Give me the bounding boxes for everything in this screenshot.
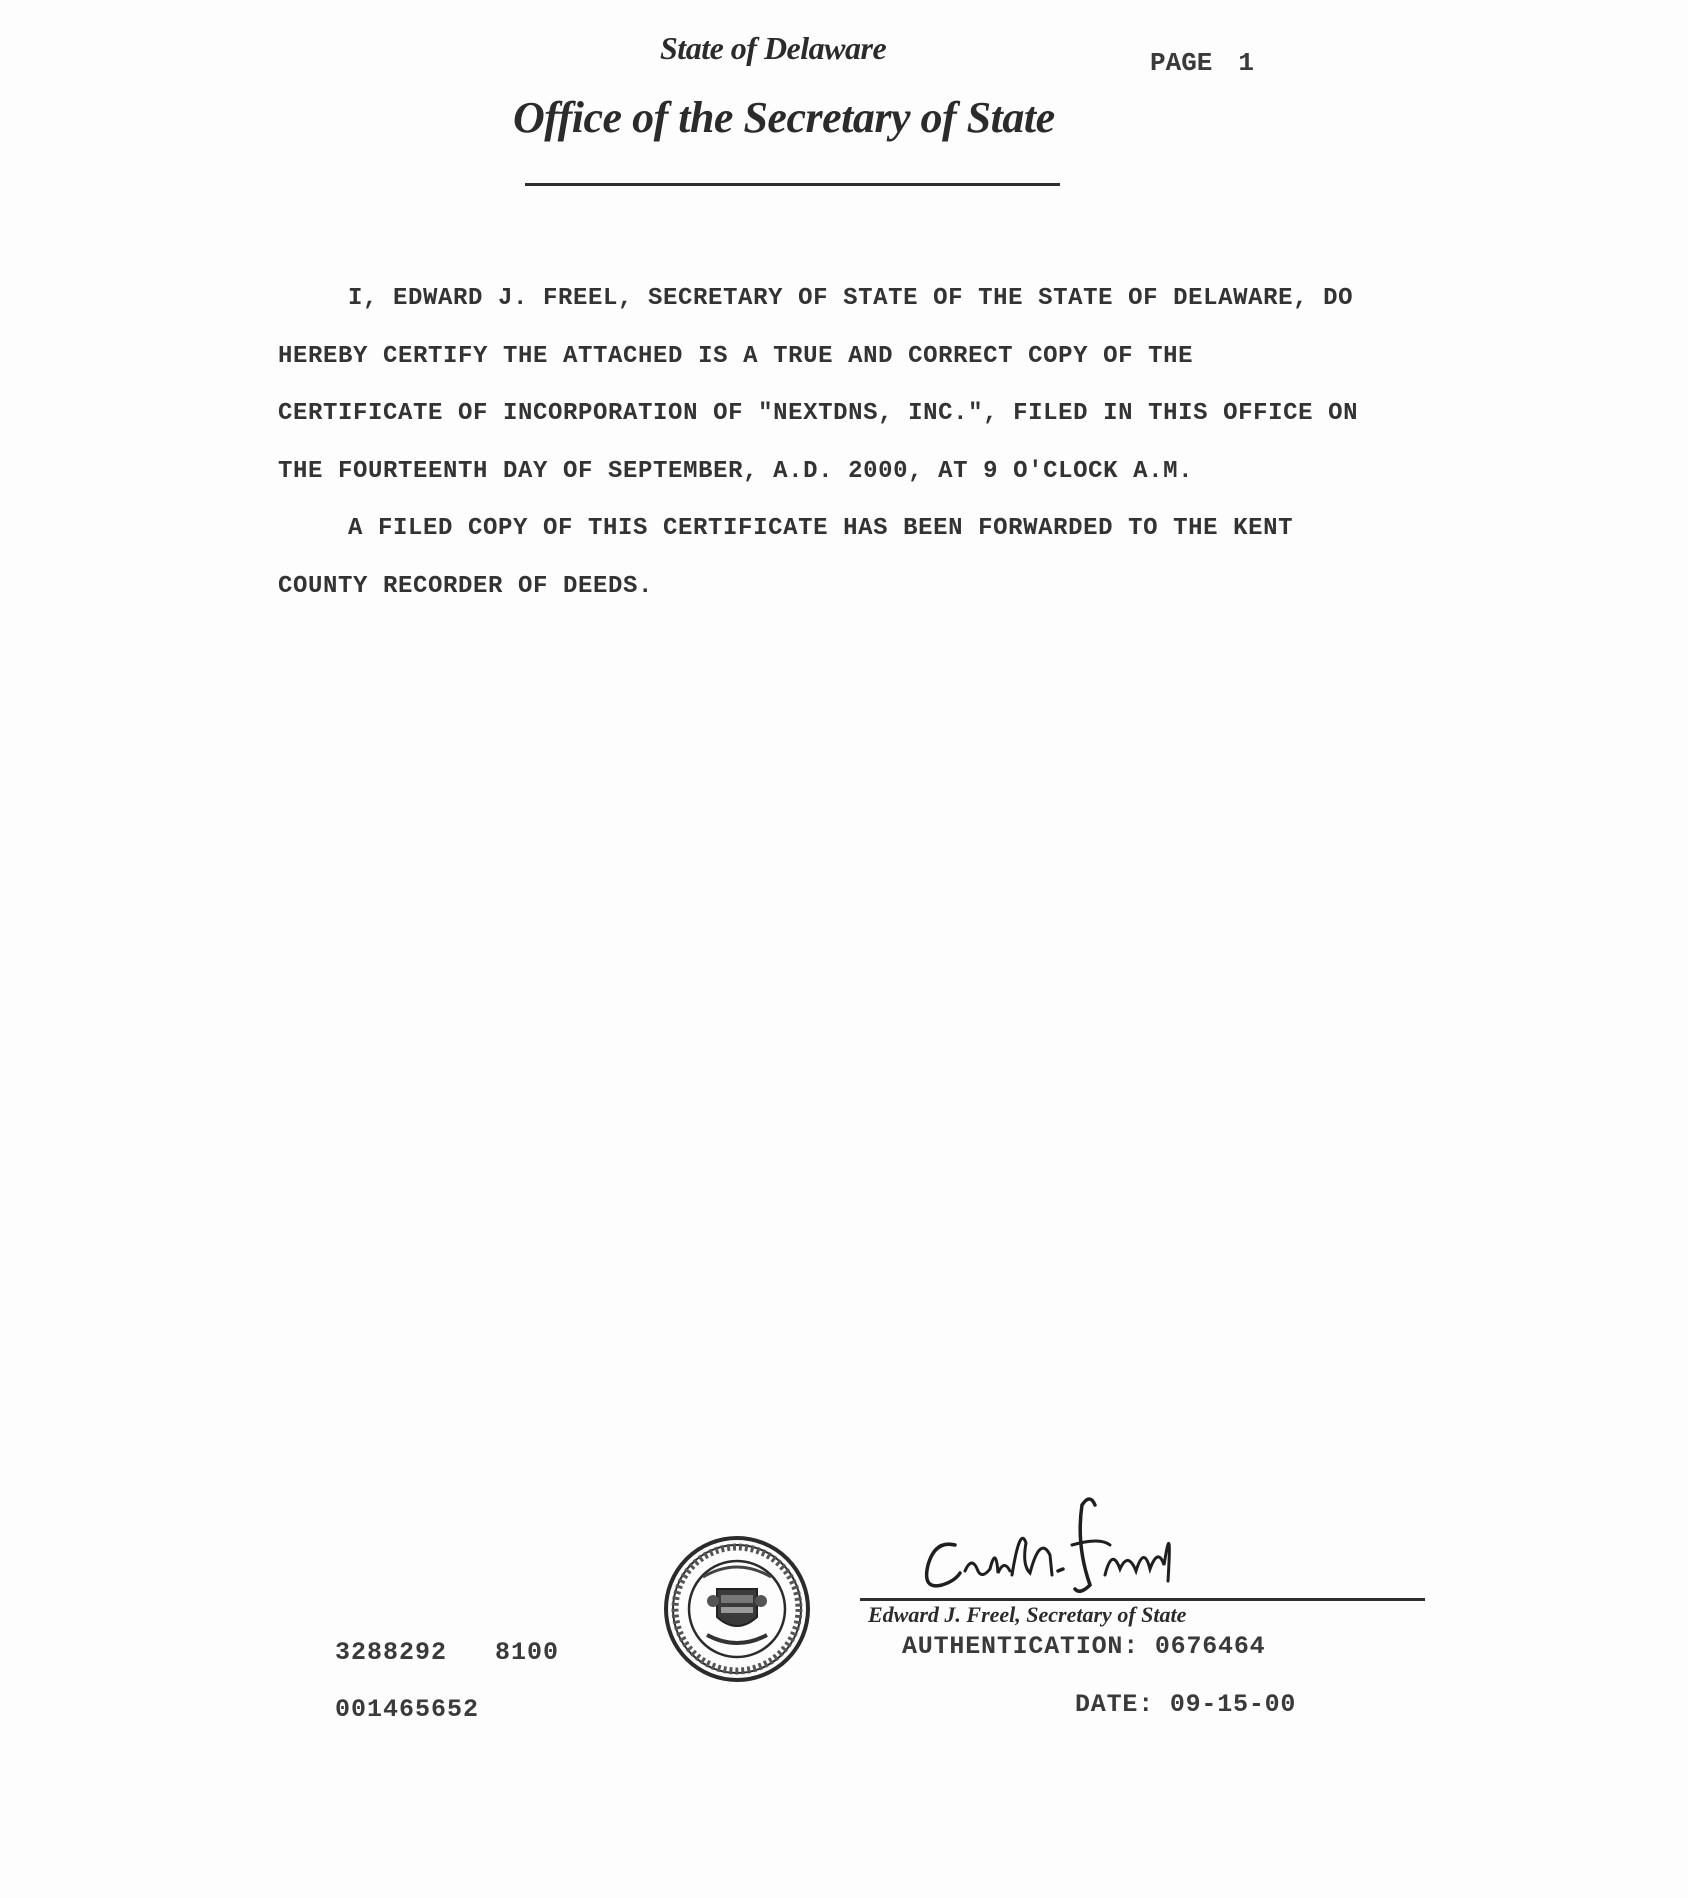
forwarding-paragraph: A FILED COPY OF THIS CERTIFICATE HAS BEEN FORWARDED TO THE KENT COUNTY RECORDER OF DEEDS. [278, 515, 1294, 600]
state-seal-icon [663, 1535, 811, 1683]
page-indicator [1150, 48, 1254, 78]
page-label: PAGE [1150, 48, 1213, 78]
document-number: 001465652 [335, 1695, 480, 1724]
signature-line [860, 1598, 1425, 1601]
file-code: 8100 [495, 1638, 560, 1667]
file-numbers [335, 1638, 559, 1667]
certificate-date: DATE: 09-15-00 [1075, 1690, 1297, 1719]
signature-caption: Edward J. Freel, Secretary of State [868, 1602, 1187, 1627]
file-number: 3288292 [335, 1638, 448, 1667]
header-divider [525, 183, 1060, 186]
office-heading: Office of the Secretary of State [513, 93, 1055, 142]
page-number: 1 [1238, 48, 1255, 78]
certificate-body [278, 270, 1368, 615]
state-heading: State of Delaware [660, 30, 887, 66]
signature-icon [900, 1485, 1220, 1605]
certification-paragraph: I, EDWARD J. FREEL, SECRETARY OF STATE OF THE STATE OF DELAWARE, DO HEREBY CERTIFY THE ATTACHED IS A TRUE AND CORRECT COPY OF THE CERTIFICATE OF INCORPORATION OF "NEXTDNS, INC.", FILED IN THIS OFFICE ON THE FOURTEENTH DAY OF SEPTEMBER, A.D. 2000, AT 9 O'CLOCK A.M. [278, 285, 1359, 485]
authentication-code: AUTHENTICATION: 0676464 [902, 1632, 1266, 1661]
